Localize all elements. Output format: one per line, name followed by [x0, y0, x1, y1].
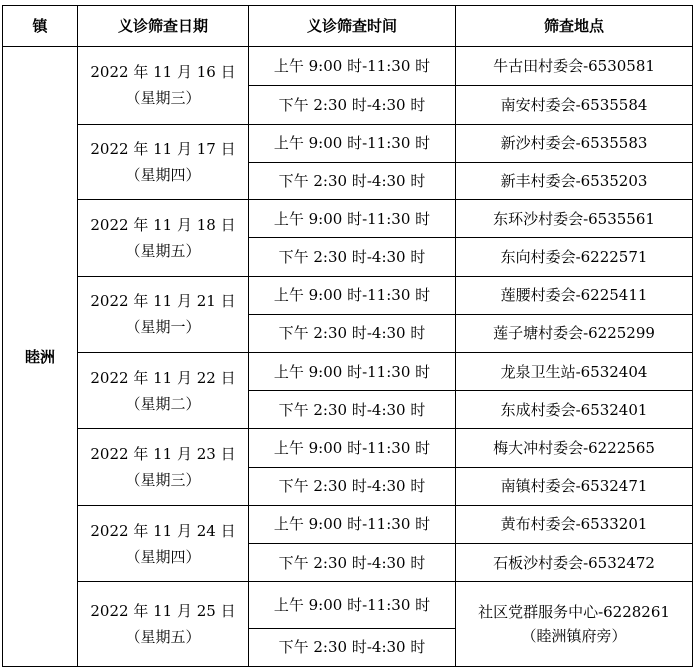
weekday-text: （星期四）: [125, 547, 201, 566]
am-time-cell: 上午 9:00 时-11:30 时: [249, 200, 456, 238]
weekday-text: （星期三）: [125, 89, 201, 108]
header-location: 筛查地点: [456, 6, 693, 47]
header-time: 义诊筛查时间: [249, 6, 456, 47]
am-time-cell: 上午 9:00 时-11:30 时: [249, 276, 456, 314]
pm-time-cell: 下午 2:30 时-4:30 时: [249, 314, 456, 352]
screening-schedule-table: [2, 5, 693, 667]
date-cell: [78, 47, 249, 124]
location-text: 社区党群服务中心-6228261: [478, 603, 670, 622]
am-time-cell: 上午 9:00 时-11:30 时: [249, 47, 456, 86]
pm-location-cell: 莲子塘村委会-6225299: [456, 314, 693, 352]
am-time-cell: 上午 9:00 时-11:30 时: [249, 582, 456, 628]
shared-location-cell: [456, 582, 693, 667]
date-text: 2022 年 11 月 25 日: [90, 602, 236, 621]
date-cell: [78, 200, 249, 276]
am-time-cell: 上午 9:00 时-11:30 时: [249, 353, 456, 391]
am-location-cell: 梅大冲村委会-6222565: [456, 429, 693, 467]
am-location-cell: 东环沙村委会-6535561: [456, 200, 693, 238]
date-text: 2022 年 11 月 17 日: [90, 139, 236, 158]
header-date: 义诊筛查日期: [78, 6, 249, 47]
pm-time-cell: 下午 2:30 时-4:30 时: [249, 238, 456, 276]
pm-time-cell: 下午 2:30 时-4:30 时: [249, 391, 456, 429]
am-location-cell: 新沙村委会-6535583: [456, 124, 693, 162]
date-cell: [78, 124, 249, 199]
town-cell: 睦洲: [3, 47, 78, 667]
am-time-cell: 上午 9:00 时-11:30 时: [249, 505, 456, 543]
pm-location-cell: 东向村委会-6222571: [456, 238, 693, 276]
date-cell: [78, 505, 249, 581]
table-row: [3, 353, 693, 391]
date-text: 2022 年 11 月 24 日: [90, 521, 236, 540]
weekday-text: （星期五）: [125, 241, 201, 260]
table-row: [3, 429, 693, 467]
date-text: 2022 年 11 月 21 日: [90, 292, 236, 311]
table-row: [3, 124, 693, 162]
date-text: 2022 年 11 月 18 日: [90, 215, 236, 234]
weekday-text: （星期二）: [125, 394, 201, 413]
am-location-cell: 龙泉卫生站-6532404: [456, 353, 693, 391]
pm-location-cell: 东成村委会-6532401: [456, 391, 693, 429]
am-location-cell: 莲腰村委会-6225411: [456, 276, 693, 314]
table-row: [3, 582, 693, 628]
date-cell: [78, 429, 249, 505]
table-row: [3, 276, 693, 314]
am-time-cell: 上午 9:00 时-11:30 时: [249, 124, 456, 162]
header-town: 镇: [3, 6, 78, 47]
header-row: [3, 6, 693, 47]
date-text: 2022 年 11 月 22 日: [90, 368, 236, 387]
pm-time-cell: 下午 2:30 时-4:30 时: [249, 162, 456, 199]
pm-time-cell: 下午 2:30 时-4:30 时: [249, 628, 456, 666]
weekday-text: （星期五）: [125, 628, 201, 647]
date-cell: [78, 582, 249, 667]
table-row: [3, 200, 693, 238]
weekday-text: （星期三）: [125, 471, 201, 490]
weekday-text: （星期一）: [125, 318, 201, 337]
pm-location-cell: 石板沙村委会-6532472: [456, 544, 693, 582]
pm-time-cell: 下午 2:30 时-4:30 时: [249, 467, 456, 505]
weekday-text: （星期四）: [125, 165, 201, 184]
am-location-cell: 牛古田村委会-6530581: [456, 47, 693, 86]
table-row: [3, 505, 693, 543]
location-note: （睦洲镇府旁）: [521, 627, 627, 646]
pm-time-cell: 下午 2:30 时-4:30 时: [249, 86, 456, 124]
pm-time-cell: 下午 2:30 时-4:30 时: [249, 544, 456, 582]
pm-location-cell: 新丰村委会-6535203: [456, 162, 693, 199]
pm-location-cell: 南镇村委会-6532471: [456, 467, 693, 505]
pm-location-cell: 南安村委会-6535584: [456, 86, 693, 124]
date-cell: [78, 276, 249, 352]
date-cell: [78, 353, 249, 429]
am-location-cell: 黄布村委会-6533201: [456, 505, 693, 543]
date-text: 2022 年 11 月 23 日: [90, 445, 236, 464]
date-text: 2022 年 11 月 16 日: [90, 63, 236, 82]
table-row: [3, 47, 693, 86]
am-time-cell: 上午 9:00 时-11:30 时: [249, 429, 456, 467]
